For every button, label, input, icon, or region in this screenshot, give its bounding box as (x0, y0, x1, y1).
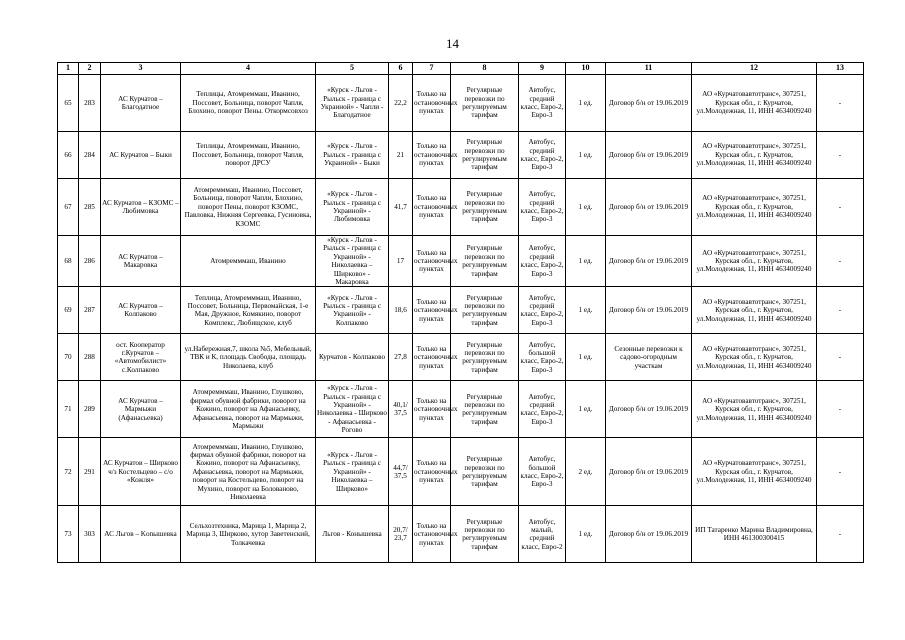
carrier-info: АО «Курчатовавтотранс», 307251, Курская обл., г. Курчатов, ул.Молодежная, 11, ИНН 4634009240 (692, 132, 817, 179)
route-name: АС Курчатов – КЗОМС – Любимовка (101, 179, 181, 236)
carrier-info: АО «Курчатовавтотранс», 307251, Курская обл., г. Курчатов, ул.Молодежная, 11, ИНН 4634009240 (692, 438, 817, 506)
contract-date: Договор б/н от 19.06.2019 (606, 287, 692, 334)
route-name: АС Курчатов – Мармыжи (Афанасьевка) (101, 381, 181, 438)
vehicle-class: Автобус, средний класс, Евро-2, Евро-3 (519, 287, 566, 334)
extra-info: - (817, 179, 864, 236)
table-row (58, 75, 864, 132)
vehicle-class: Автобус, малый, средний класс, Евро-2 (519, 506, 566, 563)
transport-type: Регулярные перевозки по регулируемым тарифам (451, 132, 519, 179)
vehicle-class: Автобус, средний класс, Евро-2, Евро-3 (519, 132, 566, 179)
column-header: 8 (451, 63, 519, 75)
stop-order: Только на остановочных пунктах (413, 506, 451, 563)
transport-type: Регулярные перевозки по регулируемым тарифам (451, 438, 519, 506)
row-number: 65 (58, 75, 79, 132)
transport-type: Регулярные перевозки по регулируемым тарифам (451, 179, 519, 236)
vehicle-class: Автобус, средний класс, Евро-2, Евро-3 (519, 236, 566, 287)
route-stops: ул.Набережная,7, школа №5, Мебельный, ТВК и К, площадь Свободы, площадь Николаева, клуб (181, 334, 316, 381)
route-number: 291 (79, 438, 101, 506)
vehicle-class: Автобус, большой класс, Евро-2, Евро-3 (519, 334, 566, 381)
route-length: 27,8 (389, 334, 413, 381)
table-row (58, 438, 864, 506)
route-path: «Курск - Льгов - Рыльск - граница с Украиной» - Николаевка - Ширково - Афанасьевка - Рогово (316, 381, 389, 438)
column-header: 4 (181, 63, 316, 75)
route-name: ост. Кооператор г.Курчатов – «Автомобилист» с.Колпаково (101, 334, 181, 381)
route-stops: Атомремммаш, Иванино, Глушково, фирмал обувной фабрики, поворот на Кожино, поворот на Афанасьевку, Афанасьевка, поворот на Мармыжи, поворот на Костельцево, поворот на Мухино, поворот на Болованово, Николаевка (181, 438, 316, 506)
route-path: «Курск - Льгов - Рыльск - граница с Украиной» - Николаевка – Ширково» - Макаровка (316, 236, 389, 287)
table-row (58, 287, 864, 334)
column-header: 3 (101, 63, 181, 75)
route-number: 286 (79, 236, 101, 287)
route-number: 287 (79, 287, 101, 334)
route-length: 40,1/ 37,5 (389, 381, 413, 438)
route-path: Льгов - Конышевка (316, 506, 389, 563)
transport-type: Регулярные перевозки по регулируемым тарифам (451, 334, 519, 381)
vehicle-count: 2 ед. (566, 438, 606, 506)
stop-order: Только на остановочных пунктах (413, 334, 451, 381)
table-row (58, 236, 864, 287)
transport-type: Регулярные перевозки по регулируемым тарифам (451, 75, 519, 132)
column-header: 5 (316, 63, 389, 75)
vehicle-count: 1 ед. (566, 334, 606, 381)
row-number: 71 (58, 381, 79, 438)
column-header: 9 (519, 63, 566, 75)
extra-info: - (817, 381, 864, 438)
route-path: Курчатов - Колпаково (316, 334, 389, 381)
contract-date: Сезонные перевозки к садово-огородным участкам (606, 334, 692, 381)
route-number: 303 (79, 506, 101, 563)
route-path: «Курск - Льгов - Рыльск - граница с Украиной» - Любимовка (316, 179, 389, 236)
route-name: АС Курчатов – Быки (101, 132, 181, 179)
extra-info: - (817, 334, 864, 381)
stop-order: Только на остановочных пунктах (413, 287, 451, 334)
vehicle-count: 1 ед. (566, 506, 606, 563)
vehicle-count: 1 ед. (566, 381, 606, 438)
contract-date: Договор б/н от 19.06.2019 (606, 75, 692, 132)
extra-info: - (817, 75, 864, 132)
route-number: 285 (79, 179, 101, 236)
route-path: «Курск - Льгов - Рыльск - граница с Украиной» - Быки (316, 132, 389, 179)
route-length: 22,2 (389, 75, 413, 132)
route-path: «Курск - Льгов - Рыльск - граница с Украиной» - Чапли - Благодатное (316, 75, 389, 132)
route-number: 283 (79, 75, 101, 132)
table-row (58, 132, 864, 179)
carrier-info: АО «Курчатовавтотранс», 307251, Курская обл., г. Курчатов, ул.Молодежная, 11, ИНН 4634009240 (692, 75, 817, 132)
contract-date: Договор б/н от 19.06.2019 (606, 132, 692, 179)
route-path: «Курск - Льгов - Рыльск - граница с Украиной» - Колпаково (316, 287, 389, 334)
column-header: 1 (58, 63, 79, 75)
stop-order: Только на остановочных пунктах (413, 75, 451, 132)
extra-info: - (817, 438, 864, 506)
column-header: 13 (817, 63, 864, 75)
vehicle-class: Автобус, большой класс, Евро-2, Евро-3 (519, 438, 566, 506)
route-stops: Сельхозтехника, Марица 1, Марица 2, Марица 3, Ширково, хутор Заветенский, Толкачевка (181, 506, 316, 563)
route-name: АС Курчатов – Ширково ч/з Костельцево – с/о «Кожля» (101, 438, 181, 506)
carrier-info: АО «Курчатовавтотранс», 307251, Курская обл., г. Курчатов, ул.Молодежная, 11, ИНН 4634009240 (692, 287, 817, 334)
route-name: АС Курчатов – Благодатное (101, 75, 181, 132)
column-header: 11 (606, 63, 692, 75)
route-stops: Атомремммаш, Иванино (181, 236, 316, 287)
stop-order: Только на остановочных пунктах (413, 179, 451, 236)
route-stops: Атомремммаш, Иванино, Глушково, фирмал обувной фабрики, поворот на Кожино, поворот на Афанасьевку, Афанасьевка, поворот на Мармыжи, Мармыжи (181, 381, 316, 438)
vehicle-count: 1 ед. (566, 287, 606, 334)
row-number: 67 (58, 179, 79, 236)
route-number: 289 (79, 381, 101, 438)
contract-date: Договор б/н от 19.06.2019 (606, 381, 692, 438)
route-name: АС Курчатов – Колпаково (101, 287, 181, 334)
route-length: 17 (389, 236, 413, 287)
route-name: АС Курчатов – Макаровка (101, 236, 181, 287)
route-length: 21 (389, 132, 413, 179)
table-row (58, 381, 864, 438)
route-path: «Курск - Льгов - Рыльск - граница с Украиной» - Николаевка – Ширково» (316, 438, 389, 506)
table-row (58, 506, 864, 563)
carrier-info: АО «Курчатовавтотранс», 307251, Курская обл., г. Курчатов, ул.Молодежная, 11, ИНН 4634009240 (692, 236, 817, 287)
contract-date: Договор б/н от 19.06.2019 (606, 438, 692, 506)
vehicle-class: Автобус, средний класс, Евро-2, Евро-3 (519, 179, 566, 236)
table-row (58, 179, 864, 236)
carrier-info: ИП Татаренко Марина Владимировна, ИНН 461300300415 (692, 506, 817, 563)
extra-info: - (817, 506, 864, 563)
contract-date: Договор б/н от 19.06.2019 (606, 506, 692, 563)
column-header: 2 (79, 63, 101, 75)
vehicle-count: 1 ед. (566, 236, 606, 287)
route-stops: Теплицы, Атомреммаш, Иванино, Поссовет, Больница, поворот Чапля, Блохино, поворот Пены. Откормсовхоз (181, 75, 316, 132)
transport-type: Регулярные перевозки по регулируемым тарифам (451, 381, 519, 438)
stop-order: Только на остановочных пунктах (413, 132, 451, 179)
column-header: 7 (413, 63, 451, 75)
route-length: 20,7/ 23,7 (389, 506, 413, 563)
stop-order: Только на остановочных пунктах (413, 438, 451, 506)
route-stops: Теплицы, Атомреммаш, Иванино, Поссовет, Больница, поворот Чапля, поворот ДРСУ (181, 132, 316, 179)
row-number: 68 (58, 236, 79, 287)
row-number: 66 (58, 132, 79, 179)
routes-table (57, 62, 864, 563)
carrier-info: АО «Курчатовавтотранс», 307251, Курская обл., г. Курчатов, ул.Молодежная, 11, ИНН 4634009240 (692, 334, 817, 381)
transport-type: Регулярные перевозки по регулируемым тарифам (451, 287, 519, 334)
route-stops: Теплица, Атомремммаш, Иванино, Поссовет, Больница, Первомайская, 1-е Мая, Дружное, Комякино, поворот Комплекс, Любищское, клуб (181, 287, 316, 334)
transport-type: Регулярные перевозки по регулируемым тарифам (451, 506, 519, 563)
contract-date: Договор б/н от 19.06.2019 (606, 179, 692, 236)
vehicle-count: 1 ед. (566, 75, 606, 132)
row-number: 73 (58, 506, 79, 563)
row-number: 72 (58, 438, 79, 506)
column-header: 12 (692, 63, 817, 75)
route-length: 41,7 (389, 179, 413, 236)
vehicle-class: Автобус, средний класс, Евро-2, Евро-3 (519, 75, 566, 132)
carrier-info: АО «Курчатовавтотранс», 307251, Курская обл., г. Курчатов, ул.Молодежная, 11, ИНН 4634009240 (692, 381, 817, 438)
extra-info: - (817, 236, 864, 287)
extra-info: - (817, 132, 864, 179)
stop-order: Только на остановочных пунктах (413, 236, 451, 287)
route-number: 288 (79, 334, 101, 381)
stop-order: Только на остановочных пунктах (413, 381, 451, 438)
table-header-row (58, 63, 864, 75)
vehicle-class: Автобус, средний класс, Евро-2, Евро-3 (519, 381, 566, 438)
vehicle-count: 1 ед. (566, 179, 606, 236)
carrier-info: АО «Курчатовавтотранс», 307251, Курская обл., г. Курчатов, ул.Молодежная, 11, ИНН 4634009240 (692, 179, 817, 236)
column-header: 10 (566, 63, 606, 75)
row-number: 70 (58, 334, 79, 381)
route-stops: Атомремммаш, Иванино, Поссовет, Больница, поворот Чапли, Блохино, поворот Пены, поворот КЗОМС, Павловка, Нижняя Сергеевка, Гусиновка, КЗОМС (181, 179, 316, 236)
transport-type: Регулярные перевозки по регулируемым тарифам (451, 236, 519, 287)
row-number: 69 (58, 287, 79, 334)
extra-info: - (817, 287, 864, 334)
page-number: 14 (446, 36, 459, 51)
route-length: 18,6 (389, 287, 413, 334)
contract-date: Договор б/н от 19.06.2019 (606, 236, 692, 287)
route-length: 44,7/ 37,5 (389, 438, 413, 506)
column-header: 6 (389, 63, 413, 75)
route-number: 284 (79, 132, 101, 179)
vehicle-count: 1 ед. (566, 132, 606, 179)
route-name: АС Льгов – Konышевка (101, 506, 181, 563)
table-row (58, 334, 864, 381)
